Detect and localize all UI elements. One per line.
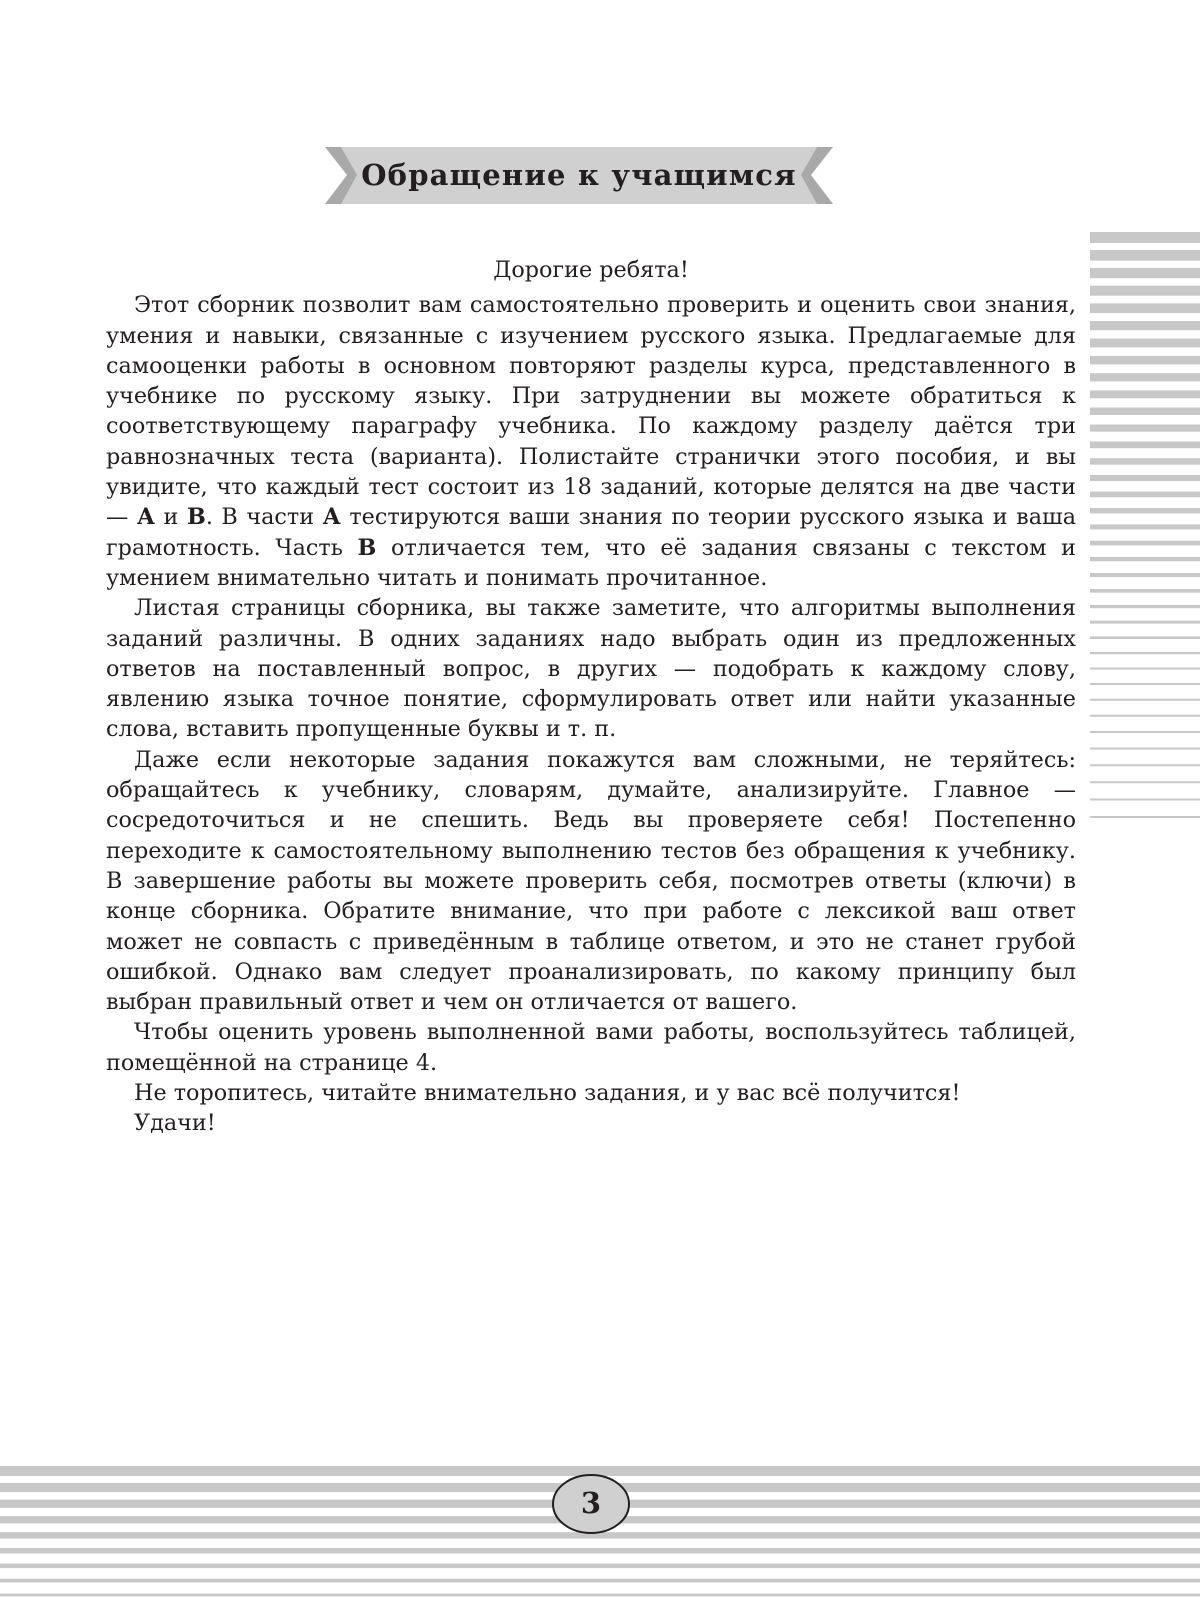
stripe	[1090, 573, 1200, 577]
stripe	[1090, 668, 1200, 670]
stripe	[1090, 508, 1200, 513]
stripe	[1090, 683, 1200, 685]
paragraph-advice: Даже если некоторые задания покажутся вам сложными, не теряйтесь: обращайтесь к учебнику, словарям, думайте, анализируйте. Главное — сосредоточиться и не спешить. Ведь вы проверяете себя! Постепенно переходите к самостоятельному выполнению тестов без обращения к учебнику. В завершение работы вы можете проверить себя, посмотрев ответы (ключи) в конце сборника. Обратите внимание, что при работе с лексикой ваш ответ может не совпасть с приведённым в таблице ответом, и это не станет грубой ошибкой. Однако вам следует проанализировать, по какому принципу был выбран правильный ответ и чем он отличается от вашего.	[106, 746, 1076, 1016]
paragraph-intro	[106, 290, 1076, 593]
closing-wish: Удачи!	[134, 1110, 216, 1137]
stripe	[1090, 748, 1200, 750]
stripe	[1090, 764, 1200, 766]
decorative-stripes-right	[1090, 232, 1200, 822]
paragraph-intro-text-1: Этот сборник позволит вам самостоятельно проверить и оценить свои знания, умения и навыки, связанные с изучением русского языка. Предлагаемые для самооценки работы в основном повторяют разделы курса, представленного в учебнике по русскому языку. При затруднении вы можете обратиться к соответствующему параграфу учебника. По каждому разделу даётся три равнозначных теста (варианта). Полистайте странички этого пособия, и вы увидите, что каждый тест состоит из 18 заданий, которые делятся на две части —	[106, 292, 1076, 531]
stripe	[1090, 524, 1200, 529]
stripe	[1090, 715, 1200, 717]
stripe	[1090, 373, 1200, 381]
stripe	[0, 1564, 1200, 1569]
stripe	[0, 1579, 1200, 1583]
stripe	[1090, 731, 1200, 733]
part-a-label-2: А	[322, 504, 341, 531]
page-number: 3	[580, 1486, 602, 1520]
title-ribbon	[325, 147, 833, 204]
stripe	[1090, 799, 1200, 801]
stripe	[1090, 492, 1200, 498]
stripe	[1090, 441, 1200, 448]
stripe	[1090, 268, 1200, 278]
stripe	[1090, 816, 1200, 818]
paragraph-algorithms: Листая страницы сборника, вы также заметите, что алгоритмы выполнения заданий различны. В одних заданиях надо выбрать один из предложенных ответов на поставленный вопрос, в других — подобрать к каждому слову, явлению языка точное понятие, сформулировать ответ или найти указанные слова, вставить пропущенные буквы и т. п.	[106, 595, 1076, 743]
stripe	[1090, 475, 1200, 481]
stripe	[1090, 286, 1200, 296]
stripe	[1090, 652, 1200, 654]
paragraph-intro-text-3: . В части	[205, 504, 323, 531]
stripe	[1090, 356, 1200, 365]
stripe	[1090, 303, 1200, 313]
stripe	[1090, 339, 1200, 348]
page-title: Обращение к учащимся	[361, 158, 797, 192]
part-b-label: В	[186, 504, 206, 531]
stripe	[1090, 557, 1200, 561]
stripe	[1090, 458, 1200, 464]
page-number-badge	[551, 1473, 631, 1535]
stripe	[0, 1594, 1200, 1597]
greeting: Дорогие ребята!	[493, 257, 689, 283]
stripe	[1090, 781, 1200, 783]
stripe	[1090, 636, 1200, 639]
part-a-label: А	[136, 504, 156, 531]
paragraph-intro-text-2: и	[155, 504, 187, 531]
paragraph-intro-text-5: отличается тем, что её задания связаны с текстом и умением внимательно читать и понимать прочитанное.	[106, 534, 1076, 591]
paragraph-intro-text-4: тестируются ваши знания по теории русского языка и ваша грамотность. Часть	[106, 504, 1077, 561]
stripe	[1090, 605, 1200, 608]
stripe	[1090, 589, 1200, 593]
paragraph-evaluation: Чтобы оценить уровень выполненной вами работы, воспользуйтесь таблицей, помещённой на странице 4.	[106, 1019, 1076, 1076]
main-text	[106, 255, 1076, 1139]
stripe	[1090, 390, 1200, 398]
stripe	[1090, 425, 1200, 432]
stripe	[1090, 232, 1200, 243]
stripe	[1090, 699, 1200, 701]
paragraph-encouragement: Не торопитесь, читайте внимательно задания, и у вас всё получится!	[134, 1080, 961, 1107]
part-b-label-2: В	[357, 534, 377, 561]
stripe	[1090, 541, 1200, 546]
stripe	[1090, 321, 1200, 330]
stripe	[1090, 408, 1200, 416]
stripe	[0, 1548, 1200, 1554]
stripe	[1090, 621, 1200, 624]
stripe	[1090, 250, 1200, 261]
